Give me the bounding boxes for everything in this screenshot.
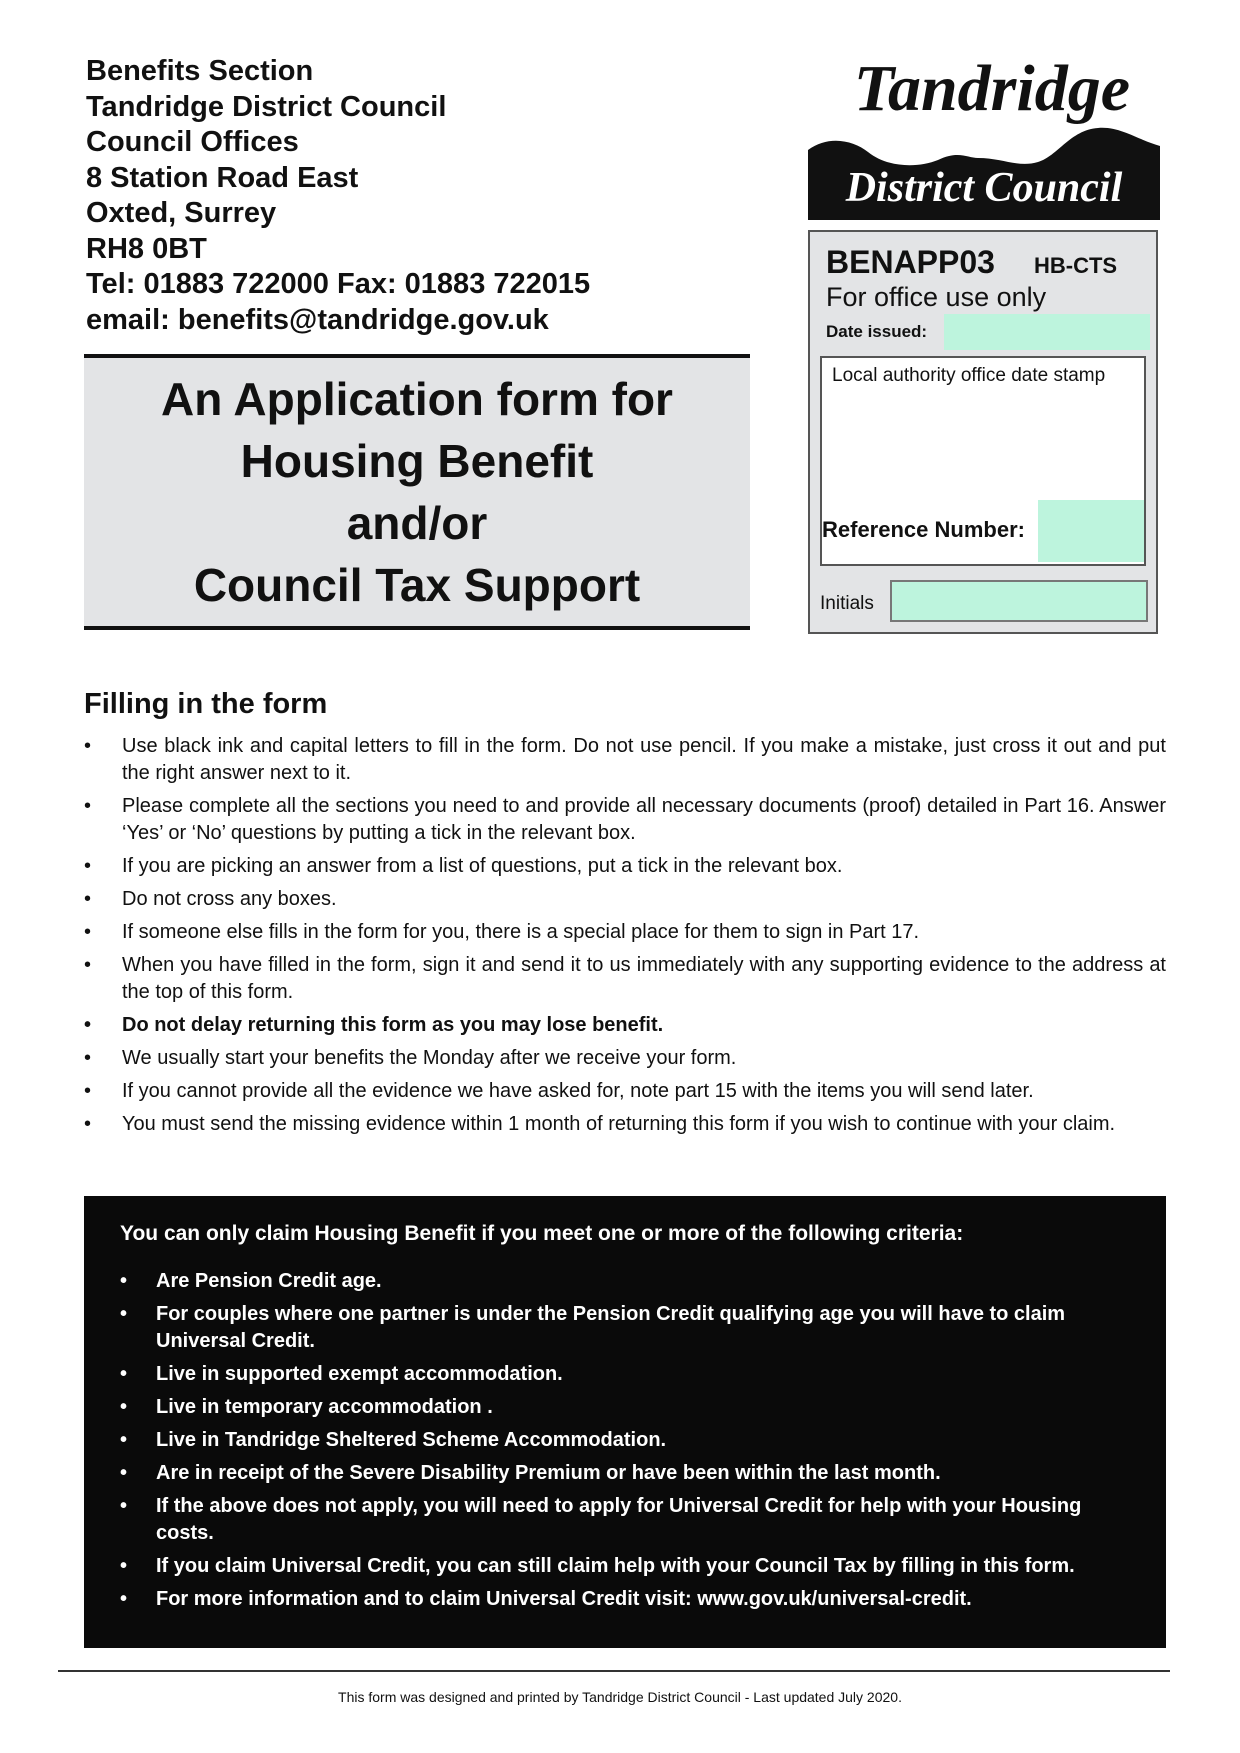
- bullet: •: [120, 1270, 128, 1292]
- instruction-text-warning: Do not delay returning this form as you may lose benefit.: [122, 1014, 664, 1036]
- list-item: [120, 1553, 1130, 1580]
- bullet: •: [120, 1462, 128, 1484]
- criteria-text: Are in receipt of the Severe Disability Premium or have been within the last month.: [156, 1462, 941, 1484]
- bullet: •: [84, 1113, 92, 1135]
- address-line: RH8 0BT: [86, 232, 207, 265]
- bullet: •: [120, 1429, 128, 1451]
- instruction-text: Please complete all the sections you need to and provide all necessary documents (proof) detailed in Part 16. Answer ‘Yes’ or ‘No’ questions by putting a tick in the relevant box.: [122, 795, 1166, 844]
- address-email: email: benefits@tandridge.gov.uk: [86, 303, 549, 336]
- address-line: Tandridge District Council: [86, 90, 447, 123]
- criteria-text: If you claim Universal Credit, you can still claim help with your Council Tax by filling in this form.: [156, 1555, 1075, 1577]
- criteria-list: [120, 1268, 1130, 1613]
- instruction-text: When you have filled in the form, sign it and send it to us immediately with any supporting evidence to the address at the top of this form.: [122, 954, 1166, 1003]
- bullet: •: [84, 735, 92, 757]
- reference-number-field[interactable]: [1038, 500, 1144, 562]
- bullet: •: [120, 1588, 128, 1610]
- bullet: •: [84, 921, 92, 943]
- form-code: BENAPP03: [826, 244, 995, 280]
- instruction-text: If you cannot provide all the evidence we have asked for, note part 15 with the items you will send later.: [122, 1080, 1034, 1102]
- logo-text-top: Tandridge: [853, 52, 1130, 125]
- list-item: [84, 886, 1166, 913]
- title-line: Housing Benefit: [240, 435, 594, 487]
- date-stamp-box[interactable]: [820, 356, 1146, 566]
- criteria-heading: You can only claim Housing Benefit if you meet one or more of the following criteria:: [120, 1222, 964, 1245]
- list-item: [120, 1361, 1130, 1388]
- list-item: [120, 1301, 1130, 1355]
- criteria-text: Live in temporary accommodation .: [156, 1396, 493, 1418]
- instructions-heading: Filling in the form: [84, 688, 328, 720]
- bullet: •: [120, 1555, 128, 1577]
- criteria-text: Are Pension Credit age.: [156, 1270, 382, 1292]
- logo-text-bottom: District Council: [845, 165, 1123, 211]
- reference-number-label: Reference Number:: [822, 517, 1025, 542]
- list-item: [84, 952, 1166, 1006]
- title-line: and/or: [346, 497, 488, 549]
- bullet: •: [120, 1396, 128, 1418]
- criteria-text: For more information and to claim Universal Credit visit: www.gov.uk/universal-credit.: [156, 1588, 972, 1610]
- instruction-text: You must send the missing evidence within 1 month of returning this form if you wish to continue with your claim.: [122, 1113, 1116, 1135]
- list-item: [84, 1078, 1166, 1105]
- bullet: •: [84, 1047, 92, 1069]
- bullet: •: [84, 888, 92, 910]
- bullet: •: [120, 1303, 128, 1325]
- instruction-text: Do not cross any boxes.: [122, 888, 337, 910]
- list-item: [120, 1427, 1130, 1454]
- address-line: 8 Station Road East: [86, 161, 359, 194]
- list-item: [84, 919, 1166, 946]
- title-line: Council Tax Support: [193, 559, 641, 611]
- list-item: [84, 793, 1166, 847]
- bullet: •: [120, 1495, 128, 1517]
- date-stamp-label: Local authority office date stamp: [832, 365, 1106, 386]
- instruction-text: If you are picking an answer from a list of questions, put a tick in the relevant box.: [122, 855, 843, 877]
- address-line: Council Offices: [86, 126, 299, 158]
- bullet: •: [84, 795, 92, 817]
- initials-field[interactable]: [890, 580, 1148, 622]
- list-item: [84, 733, 1166, 787]
- bullet: •: [120, 1363, 128, 1385]
- footer-text: This form was designed and printed by Tandridge District Council - Last updated July 2020.: [338, 1689, 902, 1705]
- list-item: [120, 1268, 1130, 1295]
- instruction-text: If someone else fills in the form for you, there is a special place for them to sign in Part 17.: [122, 921, 920, 943]
- list-item: [120, 1460, 1130, 1487]
- list-item: [84, 1045, 1166, 1072]
- title-line: An Application form for: [161, 373, 673, 425]
- list-item: [120, 1493, 1130, 1547]
- list-item: [120, 1394, 1130, 1421]
- instructions-list: [84, 733, 1166, 1144]
- initials-label: Initials: [820, 593, 874, 614]
- list-item: [84, 1012, 1166, 1039]
- office-use-panel: [808, 230, 1158, 634]
- bullet: •: [84, 855, 92, 877]
- office-use-label: For office use only: [826, 282, 1047, 312]
- address-phone-fax: Tel: 01883 722000 Fax: 01883 722015: [86, 268, 591, 300]
- criteria-text: For couples where one partner is under the Pension Credit qualifying age you will have to claim Universal Credit.: [156, 1303, 1066, 1352]
- address-line: Oxted, Surrey: [86, 197, 277, 229]
- instruction-text: We usually start your benefits the Monday after we receive your form.: [122, 1047, 737, 1069]
- criteria-text: Live in Tandridge Sheltered Scheme Accommodation.: [156, 1429, 667, 1451]
- list-item: [84, 1111, 1166, 1138]
- bullet: •: [84, 1080, 92, 1102]
- list-item: [84, 853, 1166, 880]
- list-item: [120, 1586, 1130, 1613]
- eligibility-criteria-box: [84, 1196, 1166, 1648]
- footer-divider: [58, 1670, 1170, 1672]
- form-title: [84, 354, 750, 630]
- bullet: •: [84, 954, 92, 976]
- criteria-text: If the above does not apply, you will need to apply for Universal Credit for help with your Housing costs.: [156, 1495, 1082, 1544]
- criteria-text: Live in supported exempt accommodation.: [156, 1363, 563, 1385]
- bullet: •: [84, 1014, 92, 1036]
- address-line: Benefits Section: [86, 55, 314, 87]
- council-address: [86, 54, 590, 338]
- council-logo: [808, 54, 1160, 220]
- instruction-text: Use black ink and capital letters to fill in the form. Do not use pencil. If you make a mistake, just cross it out and put the right answer next to it.: [122, 735, 1166, 784]
- date-issued-label: Date issued:: [826, 322, 928, 341]
- date-issued-field[interactable]: [944, 314, 1150, 350]
- form-code-suffix: HB-CTS: [1034, 253, 1118, 278]
